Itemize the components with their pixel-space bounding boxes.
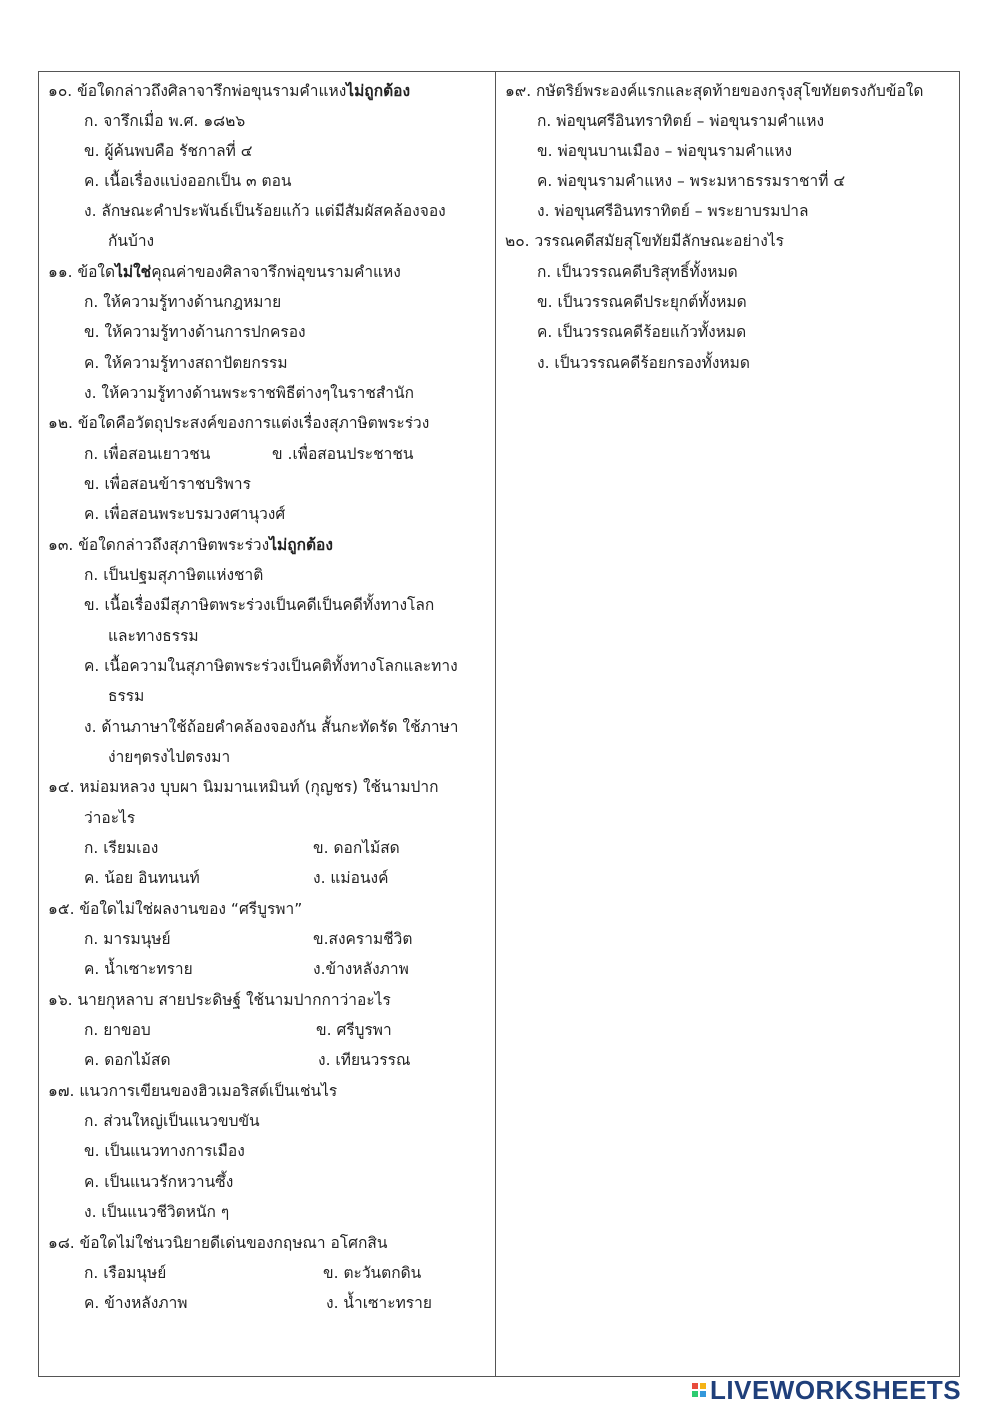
logo-square-yellow xyxy=(700,1383,706,1389)
option-line xyxy=(537,110,824,132)
option-line xyxy=(108,230,154,252)
option-line xyxy=(84,200,446,222)
option-line-second-column: ง. น้ำเซาะทราย xyxy=(326,1294,432,1312)
logo-mark-icon xyxy=(692,1383,706,1397)
option-line xyxy=(537,200,809,222)
line-text: ก. เพื่อสอนเยาวชน xyxy=(84,445,211,463)
line-text: ค. เพื่อสอนพระบรมวงศานุวงศ์ xyxy=(84,505,286,523)
option-line xyxy=(84,321,306,343)
option-line xyxy=(84,170,291,192)
line-text: ค. น้อย อินทนนท์ xyxy=(84,869,200,887)
line-text: ก. จารึกเมื่อ พ.ศ. ๑๘๒๖ xyxy=(84,112,246,130)
line-text: ก. ยาขอบ xyxy=(84,1021,151,1039)
option-line-second-column: ข.สงครามชีวิต xyxy=(313,930,413,948)
line-text: ข. เพื่อสอนข้าราชบริพาร xyxy=(84,475,251,493)
option-line xyxy=(84,564,263,586)
option-line xyxy=(537,291,747,313)
line-text: ๒๐. วรรณคดีสมัยสุโขทัยมีลักษณะอย่างไร xyxy=(505,232,784,250)
line-text: ข. เป็นแนวทางการเมือง xyxy=(84,1142,245,1160)
option-line xyxy=(84,473,251,495)
line-text: ๑๕. ข้อใดไม่ใช่ผลงานของ “ศรีบูรพา” xyxy=(48,900,303,918)
option-line xyxy=(84,867,200,889)
line-text: ค. พ่อขุนรามคำแหง – พระมหาธรรมราชาที่ ๔ xyxy=(537,172,846,190)
option-line xyxy=(84,1292,188,1314)
line-text: ค. ดอกไม้สด xyxy=(84,1051,171,1069)
option-line xyxy=(84,291,281,313)
line-text: กันบ้าง xyxy=(108,232,155,250)
question-line xyxy=(48,534,333,556)
option-line xyxy=(84,958,193,980)
line-text: ค. เป็นแนวรักหวานซึ้ง xyxy=(84,1173,234,1191)
line-text: ๑๓. ข้อใดกล่าวถึงสุภาษิตพระร่วง xyxy=(48,536,270,554)
line-text: ๑๑. ข้อใด xyxy=(48,263,116,281)
line-text: ข. ผู้ค้นพบคือ รัชกาลที่ ๔ xyxy=(84,142,253,160)
option-line xyxy=(537,140,792,162)
option-line xyxy=(84,1049,171,1071)
question-line xyxy=(48,898,302,920)
option-line xyxy=(84,110,245,132)
option-line-second-column: ง. แม่อนงค์ xyxy=(313,869,389,887)
option-line xyxy=(537,321,746,343)
option-line-second-column: ข. ดอกไม้สด xyxy=(313,839,400,857)
line-text: ง. เป็นวรรณคดีร้อยกรองทั้งหมด xyxy=(537,354,750,372)
option-line xyxy=(84,1110,260,1132)
option-line xyxy=(84,1019,151,1041)
question-line xyxy=(48,412,429,434)
line-text-continued: คุณค่าของศิลาจารึกพ่อุขนรามคำแหง xyxy=(151,263,401,281)
line-text: ก. เป็นปฐมสุภาษิตแห่งชาติ xyxy=(84,566,264,584)
question-line xyxy=(48,776,438,798)
option-line-second-column: ง.ข้างหลังภาพ xyxy=(313,960,409,978)
line-text: ข. เป็นวรรณคดีประยุกต์ทั้งหมด xyxy=(537,293,747,311)
line-text: ๑๗. แนวการเขียนของฮิวเมอริสต์เป็นเช่นไร xyxy=(48,1082,338,1100)
line-text: ข. พ่อขุนบานเมือง – พ่อขุนรามคำแหง xyxy=(537,142,793,160)
line-text: ๑๔. หม่อมหลวง บุบผา นิมมานเหมินท์ (กุญชร) ใช้นามปาก xyxy=(48,778,439,796)
option-line xyxy=(84,140,252,162)
line-text: ง. ลักษณะคำประพันธ์เป็นร้อยแก้ว แต่มีสัมผัสคล้องจอง xyxy=(84,202,446,220)
line-text: ข. เนื้อเรื่องมีสุภาษิตพระร่วงเป็นคดีเป็นคดีทั้งทางโลก xyxy=(84,596,435,614)
line-text: ๑๖. นายกุหลาบ สายประดิษฐ์ ใช้นามปากกาว่าอะไร xyxy=(48,991,391,1009)
option-line-second-column: ง. เทียนวรรณ xyxy=(318,1051,411,1069)
line-text: ก. ส่วนใหญ่เป็นแนวขบขัน xyxy=(84,1112,260,1130)
option-line xyxy=(84,594,434,616)
line-text: ง. ให้ความรู้ทางด้านพระราชพิธีต่างๆในราชสำนัก xyxy=(84,384,414,402)
question-line xyxy=(48,1232,387,1254)
line-text: ๑๙. กษัตริย์พระองค์แรกและสุดท้ายของกรุงสุโขทัยตรงกับข้อใด xyxy=(505,82,924,100)
line-text: ง. พ่อขุนศรีอินทราทิตย์ – พระยาบรมปาล xyxy=(537,202,809,220)
option-line xyxy=(84,1171,233,1193)
option-line-second-column: ข. ศรีบูรพา xyxy=(316,1021,392,1039)
option-line xyxy=(537,170,845,192)
line-text: ค. ให้ความรู้ทางสถาปัตยกรรม xyxy=(84,354,288,372)
question-line xyxy=(48,80,410,102)
option-line xyxy=(84,655,458,677)
emphasis-text: ไม่ใช่ xyxy=(115,263,152,281)
line-text: ก. เรียมเอง xyxy=(84,839,159,857)
line-text: ว่าอะไร xyxy=(84,809,136,827)
logo-text: LIVEWORKSHEETS xyxy=(710,1374,962,1405)
option-line xyxy=(84,807,135,829)
line-text: ก. พ่อขุนศรีอินทราทิตย์ – พ่อขุนรามคำแหง xyxy=(537,112,825,130)
question-line xyxy=(48,1080,337,1102)
line-text: ก. เรือมนุษย์ xyxy=(84,1264,167,1282)
emphasis-text: ไม่ถูกต้อง xyxy=(346,82,411,100)
line-text: ค. เนื้อเรื่องแบ่งออกเป็น ๓ ตอน xyxy=(84,172,292,190)
option-line-second-column: ข. ตะวันตกดิน xyxy=(323,1264,422,1282)
line-text: ง. ด้านภาษาใช้ถ้อยคำคล้องจองกัน สั้นกะทัดรัด ใช้ภาษา xyxy=(84,718,459,736)
line-text: ธรรม xyxy=(108,687,145,705)
option-line xyxy=(84,1262,166,1284)
line-text: ง. เป็นแนวชีวิตหนัก ๆ xyxy=(84,1203,230,1221)
line-text: และทางธรรม xyxy=(108,627,199,645)
line-text: ก. มารมนุษย์ xyxy=(84,930,171,948)
option-line xyxy=(84,382,414,404)
liveworksheets-logo xyxy=(692,1376,961,1404)
logo-square-green xyxy=(692,1391,698,1397)
logo-square-red xyxy=(692,1383,698,1389)
option-line xyxy=(108,746,230,768)
line-text: ๑๐. ข้อใดกล่าวถึงศิลาจารึกพ่อขุนรามคำแหง xyxy=(48,82,347,100)
logo-square-blue xyxy=(700,1391,706,1397)
line-text: ๑๒. ข้อใดคือวัตถุประสงค์ของการแต่งเรื่องสุภาษิตพระร่วง xyxy=(48,414,430,432)
emphasis-text: ไม่ถูกต้อง xyxy=(269,536,333,554)
option-line xyxy=(108,625,199,647)
line-text: ค. เป็นวรรณคดีร้อยแก้วทั้งหมด xyxy=(537,323,747,341)
question-line xyxy=(505,80,923,102)
option-line xyxy=(537,352,750,374)
option-line-second-column: ข .เพื่อสอนประชาชน xyxy=(272,445,414,463)
column-divider xyxy=(495,71,496,1377)
line-text: ค. น้ำเซาะทราย xyxy=(84,960,193,978)
option-line xyxy=(84,716,458,738)
line-text: ๑๘. ข้อใดไม่ใช่นวนิยายดีเด่นของกฤษณา อโศกสิน xyxy=(48,1234,388,1252)
option-line xyxy=(84,1140,245,1162)
question-line xyxy=(505,230,784,252)
line-text: ข. ให้ความรู้ทางด้านการปกครอง xyxy=(84,323,306,341)
question-line xyxy=(48,989,391,1011)
line-text: ค. เนื้อความในสุภาษิตพระร่วงเป็นคติทั้งทางโลกและทาง xyxy=(84,657,458,675)
line-text: ค. ข้างหลังภาพ xyxy=(84,1294,188,1312)
option-line xyxy=(84,928,171,950)
option-line xyxy=(108,685,144,707)
option-line xyxy=(537,261,738,283)
option-line xyxy=(84,837,158,859)
option-line xyxy=(84,443,210,465)
line-text: ง่ายๆตรงไปตรงมา xyxy=(108,748,231,766)
option-line xyxy=(84,1201,229,1223)
question-line xyxy=(48,261,401,283)
option-line xyxy=(84,503,285,525)
line-text: ก. เป็นวรรณคดีบริสุทธิ์ทั้งหมด xyxy=(537,263,738,281)
line-text: ก. ให้ความรู้ทางด้านกฎหมาย xyxy=(84,293,282,311)
option-line xyxy=(84,352,288,374)
